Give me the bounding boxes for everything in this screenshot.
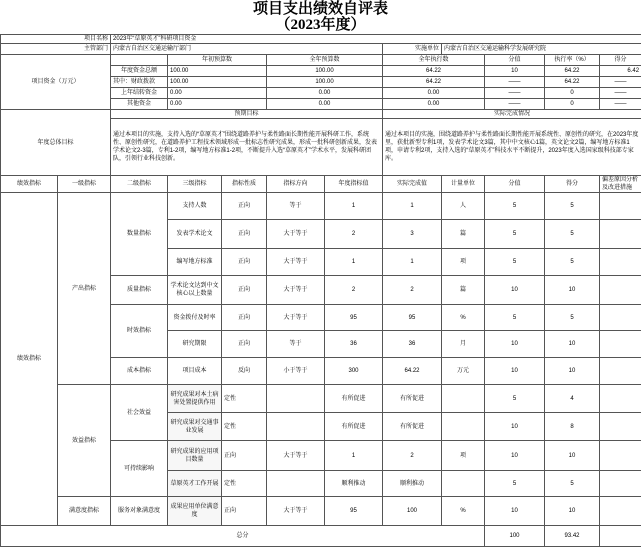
indicator-unit: [442, 471, 485, 497]
output-label: 产出指标: [58, 193, 111, 385]
header-unit: 计量单位: [442, 176, 485, 193]
indicator-got: 5: [545, 193, 600, 220]
indicator-unit: 人: [442, 193, 485, 220]
indicator-score: 5: [485, 471, 545, 497]
indicator-target: 300: [325, 358, 383, 385]
header-level1: 一级指标: [58, 176, 111, 193]
indicator-score: 5: [485, 193, 545, 220]
total-got: 93.42: [545, 526, 600, 547]
funds-row-label: 其中：财政拨款: [111, 77, 168, 88]
indicator-name: 学术论文达到中文核心以上数量: [168, 276, 222, 305]
indicator-nature: 正向: [222, 249, 267, 276]
indicator-nature: 正向: [222, 497, 267, 526]
indicator-name: 成果应用单位满意度: [168, 497, 222, 526]
funds-header-score: 分值: [485, 55, 545, 66]
funds-row-label: 其他资金: [111, 99, 168, 110]
indicator-deviation: [600, 193, 641, 220]
indicator-actual: 2: [383, 276, 442, 305]
indicator-got: 5: [545, 249, 600, 276]
indicator-score: 10: [485, 331, 545, 358]
header-deviation: 偏差原因分析及改进措施: [600, 176, 641, 193]
indicator-deviation: [600, 385, 641, 413]
satisfaction-label: 满意度指标: [58, 497, 111, 526]
funds-got: ——: [600, 99, 641, 110]
indicator-actual: 36: [383, 331, 442, 358]
indicator-direction: 大于等于: [267, 220, 325, 249]
indicator-nature: 正向: [222, 331, 267, 358]
cost-label: 成本指标: [111, 358, 168, 385]
indicator-actual: 顺利推动: [383, 471, 442, 497]
indicator-unit: 万元: [442, 358, 485, 385]
funds-header-initial: 年初预算数: [168, 55, 267, 66]
dept-name: 内蒙古自治区交通运输厅部门: [111, 44, 383, 55]
indicator-name: 编写地方标准: [168, 249, 222, 276]
indicator-unit: 项: [442, 249, 485, 276]
time-label: 时效指标: [111, 305, 168, 358]
indicator-target: 95: [325, 305, 383, 331]
indicator-nature: 定性: [222, 385, 267, 413]
indicator-nature: 正向: [222, 276, 267, 305]
indicator-name: 发表学术论文: [168, 220, 222, 249]
total-label: 总分: [1, 526, 485, 547]
goals-expected-text: 通过本项目的实施，支持入选的“草原英才”围绕道路养护与柔性路面长期性能开展科研工作，系统性、原创性研究，在道路养护工程技术领域形成一批标志性研究成果，形成一批科研创新成果，发表学术论文2-3篇，专利1-2项，编写地方标准1-2项，不断提升入选“草原英才”学术水平，发展科研团队，引领行业科技创新。: [111, 119, 383, 176]
indicator-target: 1: [325, 249, 383, 276]
indicator-actual: 1: [383, 249, 442, 276]
funds-executed: 64.22: [383, 77, 485, 88]
indicator-target: 95: [325, 497, 383, 526]
funds-initial: 100.00: [168, 66, 267, 77]
header-level3: 三级指标: [168, 176, 222, 193]
indicator-nature: 正向: [222, 305, 267, 331]
dept-label: 主管部门: [1, 44, 111, 55]
funds-score: 10: [485, 66, 545, 77]
funds-rate: 0: [545, 88, 600, 99]
indicator-actual: 2: [383, 441, 442, 471]
indicator-score: 5: [485, 385, 545, 413]
indicator-target: 顺利推动: [325, 471, 383, 497]
impl-name: 内蒙古自治区交通运输科学发展研究院: [442, 44, 641, 55]
indicator-nature: 定性: [222, 471, 267, 497]
indicator-score: 10: [485, 413, 545, 441]
indicator-actual: 1: [383, 193, 442, 220]
indicator-direction: 大于等于: [267, 305, 325, 331]
project-name: 2023年“草原英才”科研项目资金: [111, 35, 641, 44]
indicator-unit: 项: [442, 441, 485, 471]
indicator-score: 10: [485, 497, 545, 526]
indicator-target: 有所促进: [325, 385, 383, 413]
indicator-header-row: [1, 176, 641, 193]
indicator-score: 10: [485, 441, 545, 471]
funds-got: ——: [600, 77, 641, 88]
title-main: 项目支出绩效自评表: [252, 1, 388, 17]
indicator-unit: %: [442, 497, 485, 526]
indicator-name: 研究成果对本土病害处置提供作用: [168, 385, 222, 413]
indicator-direction: 大于等于: [267, 441, 325, 471]
indicator-unit: [442, 413, 485, 441]
goals-actual-text: 通过本项目的实施，围绕道路养护与柔性路面长期性能开展系统性、原创性的研究，在2023年度里，获批新型专利1项，发表学术论文3篇，其中中文核心1篇，英文论文2篇，编写地方标准1项，申请专利2项，支持入选的“草原英才”科技水平不断提升，2023年度入选国家级科技部专家库。: [383, 119, 641, 176]
indicator-score: 10: [485, 276, 545, 305]
dept-row: [1, 44, 641, 55]
indicator-unit: 月: [442, 331, 485, 358]
indicator-got: 5: [545, 220, 600, 249]
indicator-direction: 等于: [267, 331, 325, 358]
indicator-row: [1, 385, 641, 413]
funds-row-label: 上年结转资金: [111, 88, 168, 99]
funds-header-got: 得分: [600, 55, 641, 66]
indicator-name: 支持人数: [168, 193, 222, 220]
indicator-unit: 篇: [442, 276, 485, 305]
indicator-direction: [267, 471, 325, 497]
funds-header-spacer: [111, 55, 168, 66]
indicator-nature: 定性: [222, 413, 267, 441]
indicator-got: 10: [545, 331, 600, 358]
indicator-deviation: [600, 413, 641, 441]
title-year: （2023年度）: [275, 17, 366, 33]
funds-annual: 0.00: [267, 99, 383, 110]
indicator-deviation: [600, 441, 641, 471]
funds-initial: 0.00: [168, 88, 267, 99]
funds-rate: 64.22: [545, 77, 600, 88]
indicator-got: 4: [545, 385, 600, 413]
funds-executed: 0.00: [383, 88, 485, 99]
goals-header-row: [1, 110, 641, 119]
sustain-label: 可持续影响: [111, 441, 168, 497]
indicator-row: [1, 497, 641, 526]
indicator-target: 2: [325, 276, 383, 305]
indicator-target: 有所促进: [325, 413, 383, 441]
funds-row-label: 年度资金总额: [111, 66, 168, 77]
header-got: 得分: [545, 176, 600, 193]
indicator-got: 10: [545, 276, 600, 305]
indicator-target: 2: [325, 220, 383, 249]
indicator-target: 1: [325, 441, 383, 471]
indicator-nature: 正向: [222, 193, 267, 220]
evaluation-table: [0, 34, 641, 547]
effect-label: 效益指标: [58, 385, 111, 497]
indicator-name: 资金拨付及时率: [168, 305, 222, 331]
indicator-unit: [442, 385, 485, 413]
header-level2: 二级指标: [111, 176, 168, 193]
funds-header-annual: 全年预算数: [267, 55, 383, 66]
funds-rate: 64.22: [545, 66, 600, 77]
indicator-direction: 等于: [267, 193, 325, 220]
header-perf: 绩效指标: [1, 176, 58, 193]
funds-initial: 0.00: [168, 99, 267, 110]
indicator-deviation: [600, 331, 641, 358]
funds-label: 项目资金（万元）: [1, 55, 111, 110]
total-row: [1, 526, 641, 547]
social-label: 社会效益: [111, 385, 168, 441]
total-deviation: [600, 526, 641, 547]
indicator-direction: [267, 413, 325, 441]
indicator-name: 研究期限: [168, 331, 222, 358]
indicator-actual: 有所促进: [383, 385, 442, 413]
funds-annual: 100.00: [267, 66, 383, 77]
indicator-deviation: [600, 497, 641, 526]
indicator-got: 10: [545, 441, 600, 471]
funds-executed: 64.22: [383, 66, 485, 77]
goals-actual-header: 实际完成情况: [383, 110, 641, 119]
funds-got: 6.42: [600, 66, 641, 77]
indicator-deviation: [600, 220, 641, 249]
service-label: 服务对象满意度: [111, 497, 168, 526]
indicator-nature: 反向: [222, 358, 267, 385]
quality-label: 质量指标: [111, 276, 168, 305]
indicator-got: 10: [545, 358, 600, 385]
indicator-got: 5: [545, 305, 600, 331]
total-score: 100: [485, 526, 545, 547]
indicator-row: [1, 193, 641, 220]
indicator-direction: 大于等于: [267, 276, 325, 305]
indicator-target: 36: [325, 331, 383, 358]
indicator-score: 5: [485, 249, 545, 276]
funds-rate: 0: [545, 99, 600, 110]
indicator-nature: 正向: [222, 441, 267, 471]
indicator-score: 5: [485, 220, 545, 249]
impl-label: 实施单位: [383, 44, 442, 55]
funds-executed: 0.00: [383, 99, 485, 110]
goals-label: 年度总体目标: [1, 110, 111, 176]
project-label: 项目名称: [1, 35, 111, 44]
sheet-title: [0, 0, 641, 33]
perf-label: 绩效指标: [1, 193, 58, 526]
indicator-actual: 100: [383, 497, 442, 526]
indicator-score: 5: [485, 305, 545, 331]
funds-annual: 100.00: [267, 77, 383, 88]
indicator-actual: 有所促进: [383, 413, 442, 441]
funds-annual: 0.00: [267, 88, 383, 99]
indicator-actual: 95: [383, 305, 442, 331]
header-target: 年度指标值: [325, 176, 383, 193]
funds-initial: 100.00: [168, 77, 267, 88]
indicator-deviation: [600, 305, 641, 331]
indicator-deviation: [600, 276, 641, 305]
header-actual: 实际完成值: [383, 176, 442, 193]
indicator-direction: [267, 385, 325, 413]
indicator-direction: 大于等于: [267, 497, 325, 526]
indicator-actual: 64.22: [383, 358, 442, 385]
indicator-direction: 小于等于: [267, 358, 325, 385]
header-nature: 指标性质: [222, 176, 267, 193]
indicator-name: 草原英才工作开展: [168, 471, 222, 497]
indicator-direction: 大于等于: [267, 249, 325, 276]
indicator-nature: 正向: [222, 220, 267, 249]
funds-got: ——: [600, 88, 641, 99]
indicator-got: 10: [545, 497, 600, 526]
indicator-name: 研究成果对交通事业发展: [168, 413, 222, 441]
indicator-unit: 篇: [442, 220, 485, 249]
indicator-deviation: [600, 249, 641, 276]
funds-header-executed: 全年执行数: [383, 55, 485, 66]
goals-expected-header: 预期目标: [111, 110, 383, 119]
header-score: 分值: [485, 176, 545, 193]
funds-score: ——: [485, 88, 545, 99]
project-row: [1, 35, 641, 44]
indicator-actual: 3: [383, 220, 442, 249]
funds-score: ——: [485, 99, 545, 110]
indicator-unit: %: [442, 305, 485, 331]
funds-header-rate: 执行率（%）: [545, 55, 600, 66]
indicator-name: 研究成果的应用项目数量: [168, 441, 222, 471]
indicator-got: 8: [545, 413, 600, 441]
indicator-got: 5: [545, 471, 600, 497]
indicator-score: 10: [485, 358, 545, 385]
indicator-deviation: [600, 358, 641, 385]
quantity-label: 数量指标: [111, 193, 168, 276]
indicator-target: 1: [325, 193, 383, 220]
header-direction: 指标方向: [267, 176, 325, 193]
indicator-name: 项目成本: [168, 358, 222, 385]
indicator-deviation: [600, 471, 641, 497]
funds-header-row: [1, 55, 641, 66]
funds-score: ——: [485, 77, 545, 88]
